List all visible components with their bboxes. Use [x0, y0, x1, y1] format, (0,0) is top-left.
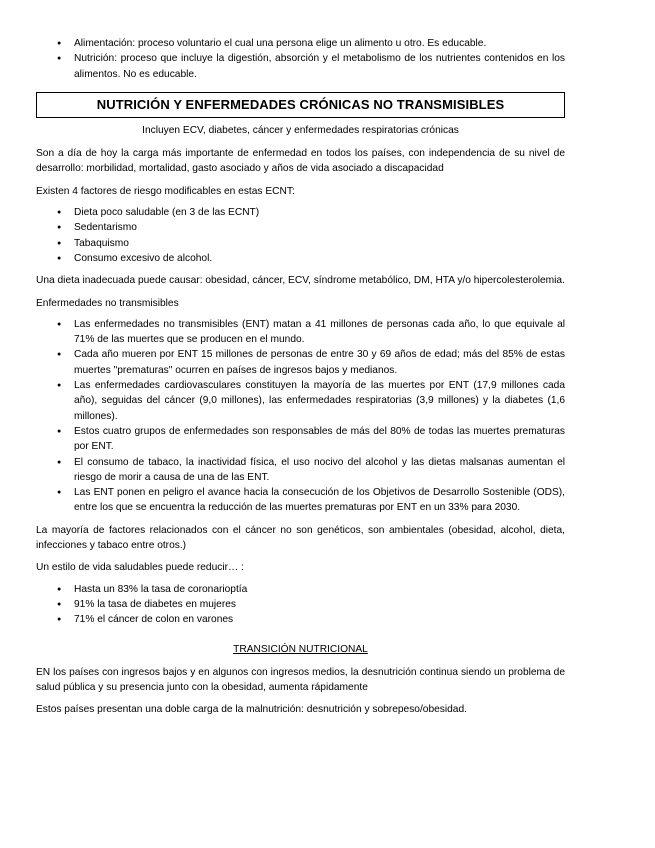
- list-item: ● Consumo excesivo de alcohol.: [36, 251, 565, 266]
- list-item: ● El consumo de tabaco, la inactividad física, el uso nocivo del alcohol y las dietas malsanas aumentan el riesgo de morir a causa de una de las ENT.: [36, 455, 565, 486]
- intro-bullet-alimentacion: ● Alimentación: proceso voluntario el cual una persona elige un alimento u otro. Es educable.: [36, 36, 565, 51]
- list-item: ● Cada año mueren por ENT 15 millones de personas de entre 30 y 69 años de edad; más del 85% de estas muertes "prematuras" ocurren en países de ingresos bajos y medianos.: [36, 347, 565, 378]
- list-item: ● Dieta poco saludable (en 3 de las ECNT): [36, 205, 565, 220]
- paragraph-ent-heading: Enfermedades no transmisibles: [36, 297, 179, 309]
- ent-facts-list: [36, 317, 565, 516]
- list-item: ● Las enfermedades no transmisibles (ENT) matan a 41 millones de personas cada año, lo que equivale al 71% de las muertes que se producen en el mundo.: [36, 317, 565, 348]
- section-title: TRANSICIÓN NUTRICIONAL: [233, 643, 368, 655]
- intro-bullet-nutricion: ● Nutrición: proceso que incluye la digestión, absorción y el metabolismo de los nutrientes contenidos en los alimentos. No es educable.: [36, 51, 565, 82]
- paragraph-factores: Existen 4 factores de riesgo modificables en estas ECNT:: [36, 185, 295, 197]
- subtitle: Incluyen ECV, diabetes, cáncer y enfermedades respiratorias crónicas: [142, 124, 459, 136]
- list-item: ● 71% el cáncer de colon en varones: [36, 612, 565, 627]
- reductions-list: [36, 582, 565, 628]
- document-body: [36, 36, 565, 718]
- intro-list: [36, 36, 565, 82]
- paragraph-estilo-vida: Un estilo de vida saludables puede reducir… :: [36, 562, 244, 574]
- list-item: ● Las ENT ponen en peligro el avance hacia la consecución de los Objetivos de Desarrollo Sostenible (ODS), entre los que se encuentra la reducción de las muertes prematuras por ENT en un 33% para 2030.: [36, 485, 565, 516]
- list-item: ● Las enfermedades cardiovasculares constituyen la mayoría de las muertes por ENT (17,9 millones cada año), seguidas del cáncer (9,0 millones), las enfermedades respiratorias (3,9 millones) y la diabetes (1,6 millones).: [36, 378, 565, 424]
- paragraph-doble-carga: Estos países presentan una doble carga de la malnutrición: desnutrición y sobrepeso/obesidad.: [36, 704, 467, 716]
- paragraph-dieta: Una dieta inadecuada puede causar: obesidad, cáncer, ECV, síndrome metabólico, DM, HTA y/o hipercolesterolemia.: [36, 275, 565, 287]
- list-item: ● Estos cuatro grupos de enfermedades son responsables de más del 80% de todas las muertes prematuras por ENT.: [36, 424, 565, 455]
- title-box: [36, 92, 565, 118]
- list-item: ● 91% la tasa de diabetes en mujeres: [36, 597, 565, 612]
- paragraph-desnutricion: EN los países con ingresos bajos y en algunos con ingresos medios, la desnutrición continua siendo un problema de salud pública y su presencia junto con la obesidad, aumenta rápidamente: [36, 666, 565, 694]
- list-item: ● Sedentarismo: [36, 220, 565, 235]
- list-item: ● Hasta un 83% la tasa de coronarioptía: [36, 582, 565, 597]
- page-title: NUTRICIÓN Y ENFERMEDADES CRÓNICAS NO TRANSMISIBLES: [96, 97, 505, 113]
- risk-factors-list: [36, 205, 565, 266]
- paragraph-carga: Son a día de hoy la carga más importante de enfermedad en todos los países, con independencia de su nivel de desarrollo: morbilidad, mortalidad, gasto asociado y años de vida asociado a discapacidad: [36, 148, 565, 175]
- list-item: ● Tabaquismo: [36, 236, 565, 251]
- paragraph-cancer: La mayoría de factores relacionados con el cáncer no son genéticos, son ambientales (obesidad, alcohol, dieta, infecciones y tabaco entre otros.): [36, 524, 565, 552]
